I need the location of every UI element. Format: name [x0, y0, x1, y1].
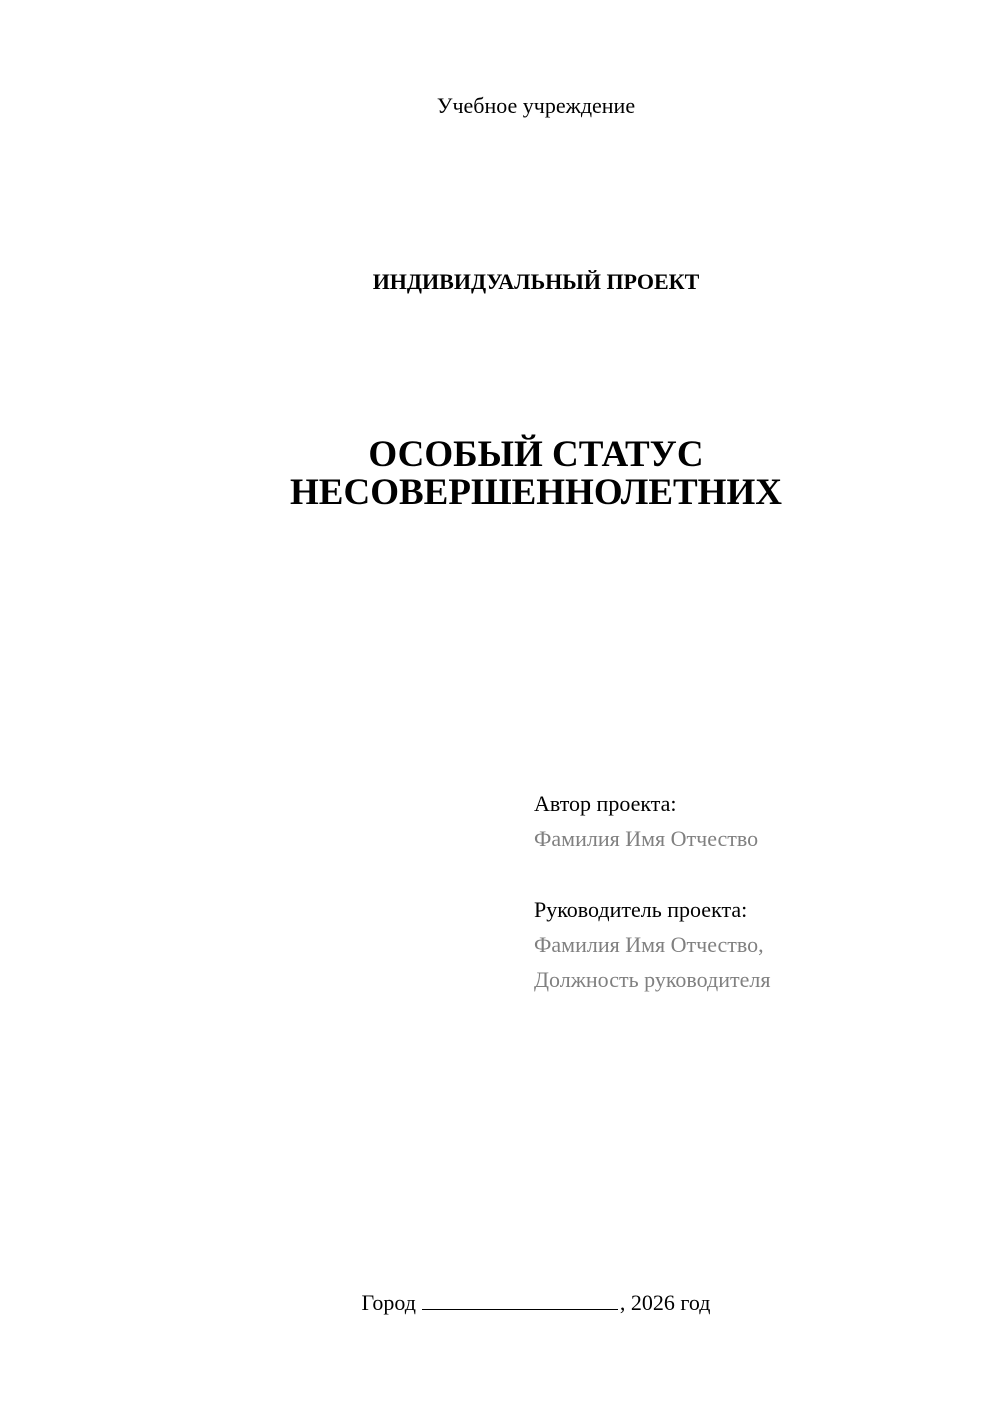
project-title: [0, 436, 1000, 512]
supervisor-name: Фамилия Имя Отчество,: [534, 932, 764, 957]
supervisor-position: Должность руководителя: [534, 967, 771, 992]
city-label: Город: [361, 1290, 416, 1315]
project-title-line-2: НЕСОВЕРШЕННОЛЕТНИХ: [290, 472, 782, 513]
document-type: ИНДИВИДУАЛЬНЫЙ ПРОЕКТ: [372, 269, 700, 294]
year-text: , 2026 год: [619, 1290, 711, 1315]
city-blank-line: [422, 1289, 618, 1310]
supervisor-block: [534, 892, 974, 997]
project-title-line-1: ОСОБЫЙ СТАТУС: [368, 434, 704, 475]
supervisor-label: Руководитель проекта:: [534, 897, 748, 922]
institution-name: Учебное учреждение: [436, 93, 636, 118]
author-label: Автор проекта:: [534, 791, 677, 816]
footer-city-year: [0, 1288, 1000, 1318]
author-name: Фамилия Имя Отчество: [534, 826, 759, 851]
author-block: [534, 786, 974, 856]
